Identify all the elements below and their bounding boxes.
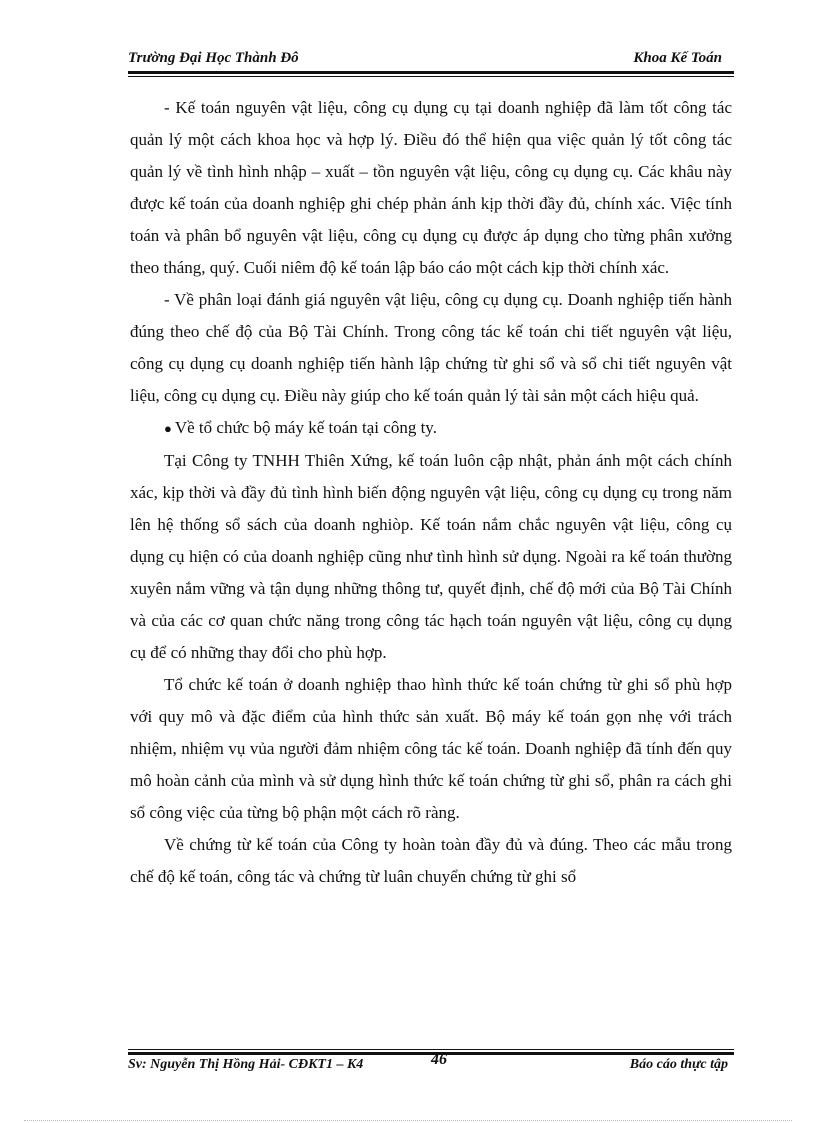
document-body: [130, 92, 732, 893]
department-name: Khoa Kế Toán: [633, 50, 722, 66]
page-break-line: [24, 1120, 792, 1121]
student-name: Sv: Nguyễn Thị Hồng Hải- CĐKT1 – K4: [128, 1057, 364, 1072]
paragraph-4: Tổ chức kế toán ở doanh nghiệp thao hình thức kế toán chứng từ ghi sổ phù hợp với quy mô và đặc điểm của hình thức sản xuất. Bộ máy kế toán gọn nhẹ với trách nhiệm, nhiệm vụ vủa người đảm nhiệm công tác kế toán. Doanh nghiệp đã tính đến quy mô hoàn cảnh của mình và sử dụng hình thức kế toán chứng từ ghi sổ, phân ra cách ghi sổ công việc của từng bộ phận một cách rõ ràng.: [130, 675, 732, 822]
paragraph-3: Tại Công ty TNHH Thiên Xứng, kế toán luôn cập nhật, phản ánh một cách chính xác, kịp thời và đầy đủ tình hình biến động nguyên vật liệu, công cụ dụng cụ trong năm lên hệ thống sổ sách của doanh nghiòp. Kế toán nắm chắc nguyên vật liệu, công cụ dụng cụ hiện có của doanh nghiệp cũng như tình hình sử dụng. Ngoài ra kế toán thường xuyên nắm vững và tận dụng những thông tư, quyết định, chế độ mới của Bộ Tài Chính và của các cơ quan chức năng trong công tác hạch toán nguyên vật liệu, công cụ dụng cụ để có những thay đổi cho phù hợp.: [130, 451, 732, 662]
report-title: Báo cáo thực tập: [629, 1057, 728, 1072]
page-header: [128, 50, 722, 70]
page-footer: [128, 1051, 728, 1077]
header-rule-thin: [128, 76, 734, 77]
paragraph-1: - Kế toán nguyên vật liệu, công cụ dụng cụ tại doanh nghiệp đã làm tốt công tác quản lý một cách khoa học và hợp lý. Điều đó thể hiện qua việc quản lý tốt công tác quản lý về tình hình nhập – xuất – tồn nguyên vật liệu, công cụ dụng cụ. Các khâu này được kế toán của doanh nghiệp ghi chép phản ánh kịp thời đầy đủ, chính xác. Việc tính toán và phân bổ nguyên vật liệu, công cụ dụng cụ được áp dụng cho từng phân xưởng theo tháng, quý. Cuối niêm độ kế toán lập báo cáo một cách kịp thời chính xác.: [130, 98, 732, 277]
bullet-heading: [130, 412, 732, 445]
school-name: Trường Đại Học Thành Đô: [128, 50, 299, 66]
footer-rule-thin: [128, 1049, 734, 1050]
page-number: 46: [431, 1051, 447, 1068]
bullet-icon: ●: [164, 421, 172, 436]
paragraph-5: Về chứng từ kế toán của Công ty hoàn toàn đầy đủ và đúng. Theo các mẫu trong chế độ kế toán, công tác và chứng từ luân chuyển chứng từ ghi sổ: [130, 835, 732, 886]
paragraph-2: - Về phân loại đánh giá nguyên vật liệu, công cụ dụng cụ. Doanh nghiệp tiến hành đúng theo chế độ của Bộ Tài Chính. Trong công tác kế toán chi tiết nguyên vật liệu, công cụ dụng cụ doanh nghiệp tiến hành lập chứng từ ghi sổ và sổ chi tiết nguyên vật liệu, công cụ dụng cụ. Điều này giúp cho kế toán quản lý tài sản một cách hiệu quả.: [130, 290, 732, 405]
bullet-heading-text: Về tổ chức bộ máy kế toán tại công ty.: [174, 418, 437, 437]
header-rule-thick: [128, 71, 734, 74]
